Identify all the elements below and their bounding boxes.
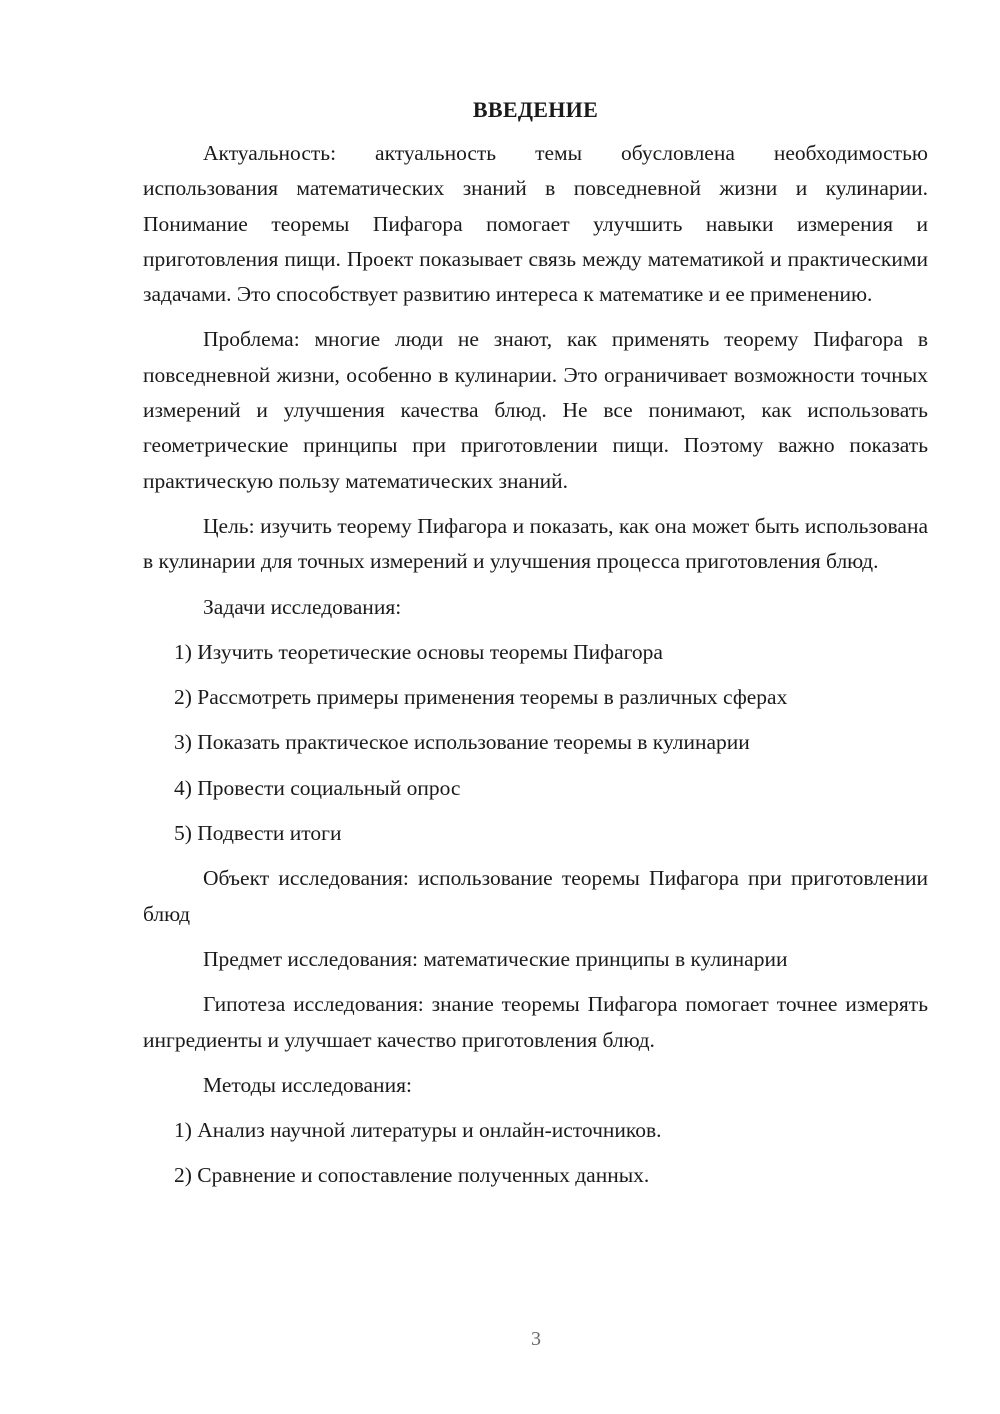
list-item-task-4: 4) Провести социальный опрос bbox=[174, 775, 461, 800]
methods-heading: Методы исследования: bbox=[203, 1072, 412, 1097]
paragraph-problem: Проблема: многие люди не знают, как применять теорему Пифагора в повседневной жизни, особенно в кулинарии. Это ограничивает возможности точных измерений и улучшения качества блюд. Не все понимают, как использовать геометрические принципы при приготовлении пищи. Поэтому важно показать практическую пользу математических знаний. bbox=[143, 327, 928, 493]
paragraph-hypothesis: Гипотеза исследования: знание теоремы Пифагора помогает точнее измерять ингредиенты и улучшает качество приготовления блюд. bbox=[143, 992, 928, 1052]
paragraph-subject: Предмет исследования: математические принципы в кулинарии bbox=[203, 946, 788, 971]
tasks-heading: Задачи исследования: bbox=[203, 594, 402, 619]
paragraph-relevance: Актуальность: актуальность темы обусловлена необходимостью использования математических знаний в повседневной жизни и кулинарии. Понимание теоремы Пифагора помогает улучшить навыки измерения и приготовления пищи. Проект показывает связь между математикой и практическими задачами. Это способствует развитию интереса к математике и ее применению. bbox=[143, 141, 928, 307]
list-item-task-5: 5) Подвести итоги bbox=[174, 821, 342, 846]
list-item-task-1: 1) Изучить теоретические основы теоремы Пифагора bbox=[174, 639, 663, 664]
list-item-task-3: 3) Показать практическое использование теоремы в кулинарии bbox=[174, 730, 750, 755]
paragraph-object: Объект исследования: использование теоремы Пифагора при приготовлении блюд bbox=[143, 866, 928, 926]
document-page bbox=[143, 90, 928, 1204]
page-number: 3 bbox=[531, 1328, 541, 1350]
list-item-method-2: 2) Сравнение и сопоставление полученных данных. bbox=[174, 1163, 650, 1188]
section-title: ВВЕДЕНИЕ bbox=[472, 97, 599, 122]
list-item-method-1: 1) Анализ научной литературы и онлайн-источников. bbox=[174, 1118, 662, 1143]
list-item-task-2: 2) Рассмотреть примеры применения теоремы в различных сферах bbox=[174, 685, 788, 710]
paragraph-goal: Цель: изучить теорему Пифагора и показать, как она может быть использована в кулинарии для точных измерений и улучшения процесса приготовления блюд. bbox=[143, 513, 928, 574]
